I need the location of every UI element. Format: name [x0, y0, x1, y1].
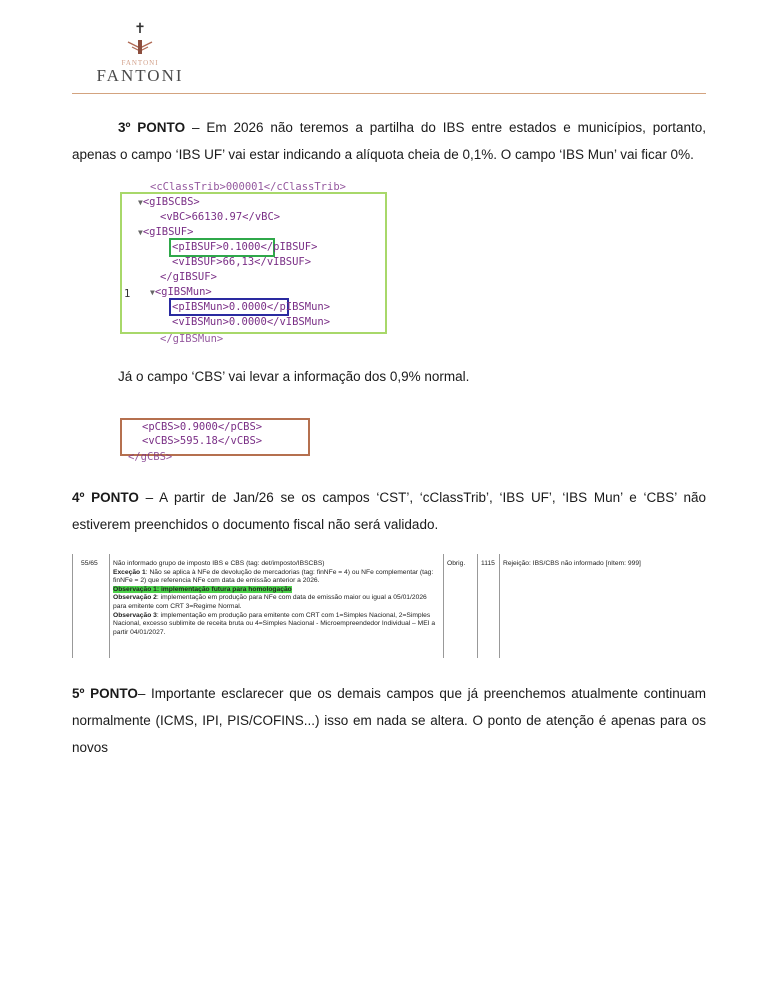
ponto-4-text: – A partir de Jan/26 se os campos ‘CST’, ‘cClassTrib’, ‘IBS UF’, ‘IBS Mun’ e ‘CBS’ não estiverem preenchidos o documento fiscal não será validado. — [72, 490, 706, 532]
paragraph-ponto-4 — [72, 484, 706, 538]
rule-code: 1115 — [481, 560, 495, 567]
ponto-5-text: – Importante esclarecer que os demais campos que já preenchemos atualmente continuam normalmente (ICMS, IPI, PIS/COFINS...) isso em nada se altera. O ponto de atenção é apenas para os novos — [72, 686, 706, 755]
ponto-3-text: – Em 2026 não teremos a partilha do IBS entre estados e municípios, portanto, apenas o campo ‘IBS UF’ vai estar indicando a alíquota cheia de 0,1%. O campo ‘IBS Mun’ vai ficar 0%. — [72, 120, 707, 162]
crest-icon — [122, 36, 158, 58]
xml-line-pibsuf: <pIBSUF>0.1000</pIBSUF> — [172, 241, 318, 253]
paragraph-cbs — [72, 363, 706, 390]
table-divider — [477, 554, 478, 658]
xml-line-cut-top: <cClassTrib>000001</cClassTrib> — [150, 181, 346, 193]
table-divider — [443, 554, 444, 658]
xml-line-vcbs: <vCBS>595.18</vCBS> — [142, 435, 263, 447]
cross-icon: ✝ — [134, 21, 146, 37]
table-divider — [499, 554, 500, 658]
company-logo — [90, 22, 190, 85]
rule-exception-1: Exceção 1: Não se aplica à NFe de devolução de mercadorias (tag: finNFe = 4) ou NFe complementar (tag: finNFe = 2) que referencia NFe com data de emissão anterior a 2026. — [113, 568, 434, 585]
xml-line-cut-bottom: </gIBSMun> — [160, 333, 224, 345]
paragraph-ponto-5 — [72, 680, 706, 761]
xml-ibs-snippet — [120, 181, 388, 345]
xml-line-vibsuf: <vIBSUF>66,13</vIBSUF> — [172, 256, 312, 268]
rule-observation-3: Observação 3: implementação em produção para emitente com CRT com 1=Simples Nacional, 2=Simples Nacional, excesso sublimite de receita bruta ou 4=Simples Nacional - Microempreendedor Individual – MEI a partir 04/01/2027. — [113, 611, 436, 636]
xml-line-vibsmun: <vIBSMun>0.0000</vIBSMun> — [172, 316, 331, 328]
rule-line-1: Não informado grupo de imposto IBS e CBS (tag: det/imposto/IBSCBS) — [113, 560, 325, 567]
xml-line-gibscbs: ▼<gIBSCBS> — [138, 196, 200, 208]
rule-rejection: Rejeição: IBS/CBS não informado [nItem: 999] — [503, 560, 641, 567]
rule-observation-2: Observação 2: implementação em produção para NFe com data de emissão maior ou igual a 05/01/2026 para emitente com CRT 3=Regime Normal. — [113, 594, 427, 610]
validation-rule-table — [72, 554, 707, 658]
xml-line-gibsmun: ▼<gIBSMun> — [150, 286, 212, 298]
xml-line-cut-bottom: </gCBS> — [128, 451, 173, 463]
xml-line-gibsuf-close: </gIBSUF> — [160, 271, 217, 283]
ponto-4-label: 4º PONTO — [72, 490, 139, 505]
xml-line-pibsmun: <pIBSMun>0.0000</pIBSMun> — [172, 301, 331, 313]
xml-cbs-snippet — [120, 410, 316, 463]
xml-line-gibsuf: ▼<gIBSUF> — [138, 226, 194, 238]
line-gutter-number: 1 — [124, 288, 131, 300]
cbs-text: Já o campo ‘CBS’ vai levar a informação dos 0,9% normal. — [118, 369, 470, 384]
collapse-arrow-icon[interactable]: ▼ — [138, 198, 143, 207]
rule-obrig: Obrig. — [447, 560, 466, 567]
header-divider — [72, 93, 706, 94]
logo-subtitle: FANTONI — [121, 59, 159, 67]
rule-number: 55/65 — [81, 560, 98, 567]
ponto-5-label: 5º PONTO — [72, 686, 138, 701]
rule-description — [113, 560, 437, 658]
xml-line-vbc: <vBC>66130.97</vBC> — [160, 211, 281, 223]
collapse-arrow-icon[interactable]: ▼ — [138, 228, 143, 237]
xml-line-pcbs: <pCBS>0.9000</pCBS> — [142, 421, 263, 433]
paragraph-ponto-3 — [72, 114, 706, 168]
collapse-arrow-icon[interactable]: ▼ — [150, 288, 155, 297]
rule-observation-1: Observação 1: implementação futura para homologação — [113, 585, 292, 593]
ponto-3-label: 3º PONTO — [118, 120, 186, 135]
logo-name: FANTONI — [96, 66, 184, 85]
table-divider — [109, 554, 110, 658]
